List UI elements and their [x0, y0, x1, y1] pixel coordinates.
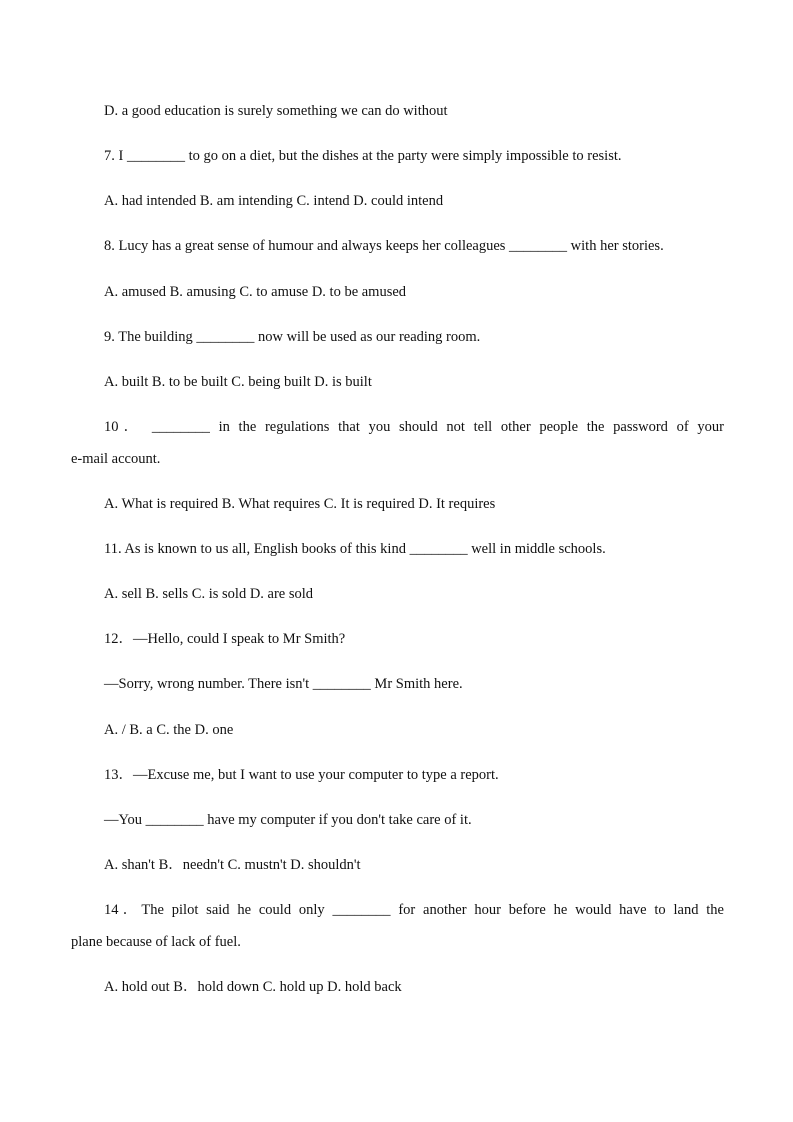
question-7: 7. I ________ to go on a diet, but the dishes at the party were simply impossible to resist. [104, 148, 622, 164]
question-12-line-2: —Sorry, wrong number. There isn't ________ Mr Smith here. [104, 676, 463, 692]
question-12-line-1: 12．—Hello, could I speak to Mr Smith? [104, 631, 346, 647]
question-8: 8. Lucy has a great sense of humour and always keeps her colleagues ________ with her stories. [104, 238, 664, 254]
options-q14: A. hold out B．hold down C. hold up D. hold back [104, 979, 402, 995]
options-q9: A. built B. to be built C. being built D. is built [104, 374, 372, 390]
options-q11: A. sell B. sells C. is sold D. are sold [104, 586, 314, 602]
question-10-line-2: e-mail account. [71, 451, 161, 467]
options-q12: A. / B. a C. the D. one [104, 722, 234, 738]
options-q13: A. shan't B．needn't C. mustn't D. shouldn't [104, 857, 361, 873]
question-13-line-2: —You ________ have my computer if you don't take care of it. [104, 812, 472, 828]
options-q10: A. What is required B. What requires C. It is required D. It requires [104, 496, 496, 512]
question-14-line-1: 14．The pilot said he could only ________ for another hour before he would have to land the [104, 902, 724, 918]
options-q7: A. had intended B. am intending C. intend D. could intend [104, 193, 444, 209]
question-14-line-2: plane because of lack of fuel. [71, 934, 241, 950]
question-9: 9. The building ________ now will be used as our reading room. [104, 329, 481, 345]
question-10-line-1: 10． ________ in the regulations that you should not tell other people the password of your [104, 419, 724, 435]
option-line-q6-d: D. a good education is surely something we can do without [104, 103, 448, 119]
question-13-line-1: 13．—Excuse me, but I want to use your computer to type a report. [104, 767, 499, 783]
options-q8: A. amused B. amusing C. to amuse D. to be amused [104, 284, 407, 300]
question-11: 11. As is known to us all, English books of this kind ________ well in middle schools. [104, 541, 606, 557]
